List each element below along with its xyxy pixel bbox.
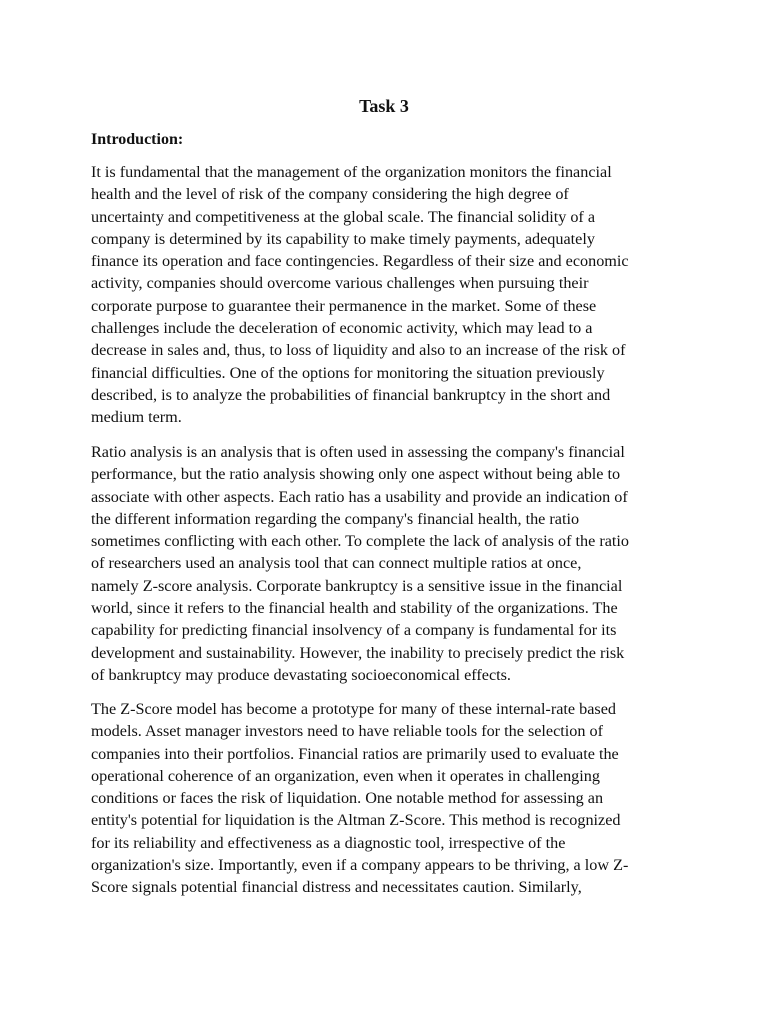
text-line: operational coherence of an organization, even when it operates in challenging — [91, 766, 600, 785]
document-title: Task 3 — [359, 96, 409, 116]
text-line: models. Asset manager investors need to have reliable tools for the selection of — [91, 722, 604, 741]
text-line: Score signals potential financial distress and necessitates caution. Similarly, — [91, 878, 582, 897]
text-line: health and the level of risk of the company considering the high degree of — [91, 185, 569, 204]
text-line: associate with other aspects. Each ratio has a usability and provide an indication of — [91, 487, 628, 506]
text-line: sometimes conflicting with each other. To complete the lack of analysis of the ratio — [91, 532, 629, 551]
text-line: development and sustainability. However, the inability to precisely predict the risk — [91, 643, 625, 662]
text-line: of bankruptcy may produce devastating socioeconomical effects. — [91, 665, 511, 684]
text-line: capability for predicting financial insolvency of a company is fundamental for its — [91, 621, 617, 640]
text-line: financial difficulties. One of the options for monitoring the situation previously — [91, 363, 605, 382]
text-line: finance its operation and face contingencies. Regardless of their size and economic — [91, 252, 629, 271]
text-line: conditions or faces the risk of liquidation. One notable method for assessing an — [91, 789, 604, 808]
text-line: decrease in sales and, thus, to loss of liquidity and also to an increase of the risk of — [91, 341, 626, 360]
text-line: the different information regarding the company's financial health, the ratio — [91, 509, 580, 528]
text-line: performance, but the ratio analysis showing only one aspect without being able to — [91, 465, 621, 484]
text-line: organization's size. Importantly, even if a company appears to be thriving, a low Z- — [91, 856, 629, 875]
paragraph-2 — [91, 441, 689, 686]
text-line: It is fundamental that the management of the organization monitors the financial — [91, 163, 612, 181]
section-heading: Introduction: — [91, 131, 184, 148]
text-line: world, since it refers to the financial health and stability of the organizations. The — [91, 599, 618, 618]
text-line: activity, companies should overcome various challenges when pursuing their — [91, 274, 589, 293]
text-line: described, is to analyze the probabilities of financial bankruptcy in the short and — [91, 385, 611, 404]
text-line: namely Z-score analysis. Corporate bankruptcy is a sensitive issue in the financial — [91, 576, 623, 595]
text-line: uncertainty and competitiveness at the global scale. The financial solidity of a — [91, 207, 596, 226]
text-line: medium term. — [91, 408, 182, 427]
text-line: challenges include the deceleration of economic activity, which may lead to a — [91, 319, 593, 338]
paragraph-3 — [91, 698, 689, 899]
text-line: of researchers used an analysis tool that can connect multiple ratios at once, — [91, 554, 582, 573]
paragraph-1 — [91, 161, 689, 429]
text-line: companies into their portfolios. Financial ratios are primarily used to evaluate the — [91, 744, 619, 763]
text-line: for its reliability and effectiveness as a diagnostic tool, irrespective of the — [91, 833, 566, 852]
text-line: The Z-Score model has become a prototype for many of these internal-rate based — [91, 700, 616, 718]
text-line: corporate purpose to guarantee their permanence in the market. Some of these — [91, 296, 597, 315]
text-line: company is determined by its capability to make timely payments, adequately — [91, 229, 595, 248]
text-line: Ratio analysis is an analysis that is often used in assessing the company's financial — [91, 443, 625, 461]
text-line: entity's potential for liquidation is the Altman Z-Score. This method is recognized — [91, 811, 621, 830]
